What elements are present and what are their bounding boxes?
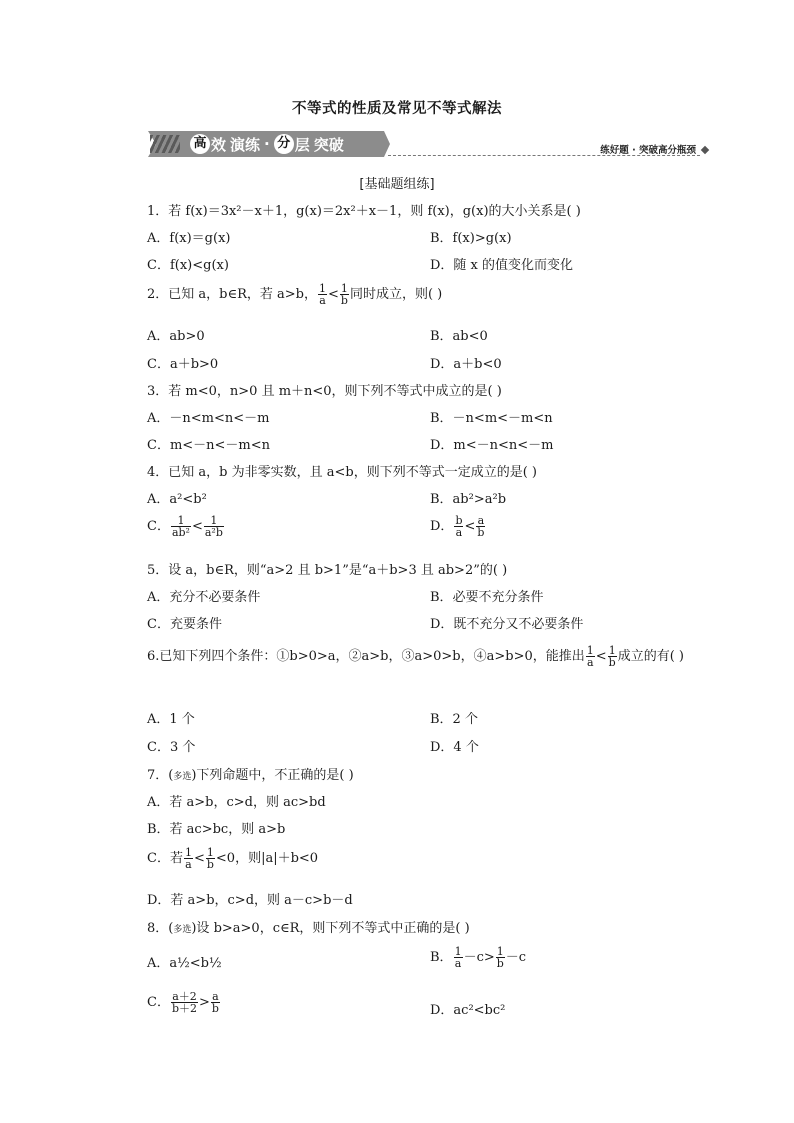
frac-num: a	[212, 990, 219, 1003]
fraction	[184, 847, 193, 870]
q1-option-b: B．f(x)>g(x)	[430, 231, 512, 246]
multi-select-tag: 多选	[173, 925, 192, 935]
q1-option-a: A．f(x)＝g(x)	[147, 231, 231, 246]
frac-den: a	[586, 656, 594, 669]
banner-circle-char: 分	[274, 134, 294, 154]
question-6-stem	[147, 645, 684, 668]
banner-char: 层	[294, 135, 310, 154]
frac-num: 1	[206, 846, 214, 859]
fraction	[454, 946, 463, 969]
frac-den: b	[206, 858, 214, 871]
frac-den: a	[185, 858, 192, 871]
banner-text	[190, 133, 348, 155]
question-7-stem	[147, 764, 354, 783]
multi-select-tag: 多选	[173, 772, 192, 782]
frac-den: a	[455, 526, 463, 539]
frac-den: b	[477, 526, 485, 539]
q4-option-b: B．ab²>a²b	[430, 492, 507, 507]
frac-den: b	[211, 1002, 219, 1015]
q6-fraction-1	[586, 645, 595, 668]
fraction	[171, 515, 191, 538]
option-label: B．	[430, 950, 453, 965]
q7-option-c	[147, 847, 318, 870]
frac-den: b	[608, 656, 616, 669]
option-label: C．	[147, 995, 170, 1010]
q6-stem-part1: 6.已知下列四个条件：①b>0>a，②a>b，③a>0>b，④a>b>0，能推出	[147, 649, 585, 664]
frac-den: a²b	[204, 526, 223, 539]
fraction	[206, 847, 215, 870]
q5-option-a: A．充分不必要条件	[147, 590, 261, 605]
frac-num: 1	[340, 282, 348, 295]
q2-option-a: A．ab>0	[147, 329, 205, 344]
frac-num: a＋2	[172, 990, 197, 1003]
option-label: A．	[147, 956, 170, 971]
option-label: C．	[147, 519, 170, 534]
q7-stem-text: )下列命题中，不正确的是( )	[191, 768, 354, 783]
q2-stem-part1: 2．已知 a，b∈R，若 a>b，	[147, 287, 317, 302]
q7-number: 7．(	[147, 768, 174, 783]
q6-option-b: B．2 个	[430, 712, 478, 727]
banner-word: 演练	[230, 135, 261, 154]
q2-option-b: B．ab<0	[430, 329, 488, 344]
option-label: C．若	[147, 851, 183, 866]
frac-den: a	[454, 957, 462, 970]
frac-num: a	[477, 514, 485, 527]
q8-option-b	[430, 946, 526, 969]
q6-stem-part2: 成立的有( )	[617, 649, 684, 664]
section-banner	[148, 131, 708, 159]
fraction	[454, 515, 463, 538]
q2-fraction-1	[318, 283, 327, 306]
q4-option-d	[430, 515, 486, 538]
fraction	[496, 946, 505, 969]
frac-num: 1	[318, 282, 326, 295]
diamond-icon	[701, 146, 709, 154]
q8-option-c	[147, 991, 221, 1014]
frac-num: 1	[608, 644, 616, 657]
banner-word: 突破	[313, 135, 344, 154]
option-expression: a½<b½	[169, 956, 222, 971]
lt-sign: <	[464, 519, 476, 534]
q7-option-d: D．若 a>b，c>d，则 a－c>b－d	[147, 893, 353, 908]
q3-option-c: C．m<－n<－m<n	[147, 438, 271, 453]
q6-lt: <	[595, 649, 607, 664]
lt-sign: <	[191, 519, 203, 534]
option-label: D．	[430, 519, 454, 534]
q8-option-a	[147, 952, 222, 971]
q7-option-a: A．若 a>b，c>d，则 ac>bd	[147, 795, 326, 810]
gt-sign: >	[199, 995, 210, 1010]
frac-num: 1	[454, 945, 462, 958]
q1-option-d: D．随 x 的值变化而变化	[430, 258, 574, 273]
frac-num: 1	[496, 945, 504, 958]
q6-option-d: D．4 个	[430, 740, 479, 755]
lt-sign: <	[193, 851, 205, 866]
question-5-stem: 5．设 a，b∈R，则“a>2 且 b>1”是“a＋b>3 且 ab>2”的( )	[147, 563, 508, 578]
fraction	[476, 515, 485, 538]
banner-char: 效	[211, 135, 227, 154]
question-2-stem	[147, 283, 442, 306]
option-mid: －c>	[463, 950, 495, 965]
q6-option-c: C．3 个	[147, 740, 196, 755]
section-title: [基础题组练]	[359, 177, 435, 192]
q2-lt: <	[327, 287, 339, 302]
stripes-decoration-icon	[150, 135, 180, 153]
banner-slogan: 练好题 · 突破高分瓶颈	[600, 145, 696, 156]
question-1-stem: 1．若 f(x)＝3x²－x＋1，g(x)＝2x²＋x－1，则 f(x)，g(x)的大小关系是( )	[147, 204, 581, 219]
q5-option-d: D．既不充分又不必要条件	[430, 617, 584, 632]
q3-option-a: A．－n<m<n<－m	[147, 411, 270, 426]
frac-num: 1	[586, 644, 594, 657]
frac-den: b＋2	[171, 1002, 197, 1015]
option-tail: －c	[505, 950, 527, 965]
q8-stem-text: )设 b>a>0，c∈R，则下列不等式中正确的是( )	[191, 921, 470, 936]
q8-option-d: D．ac²<bc²	[430, 1003, 506, 1018]
frac-den: a	[319, 294, 326, 307]
question-3-stem: 3．若 m<0，n>0 且 m＋n<0，则下列不等式中成立的是( )	[147, 384, 502, 399]
frac-den: b	[340, 294, 348, 307]
q2-stem-part2: 同时成立，则( )	[349, 287, 443, 302]
banner-circle-char: 高	[190, 134, 210, 154]
q5-option-c: C．充要条件	[147, 617, 222, 632]
question-8-stem	[147, 917, 470, 936]
q4-option-c	[147, 515, 225, 538]
q7-option-b: B．若 ac>bc，则 a>b	[147, 822, 286, 837]
frac-num: 1	[184, 846, 192, 859]
q1-option-c: C．f(x)<g(x)	[147, 258, 229, 273]
q6-option-a: A．1 个	[147, 712, 195, 727]
q2-option-c: C．a＋b>0	[147, 357, 219, 372]
q2-option-d: D．a＋b<0	[430, 357, 502, 372]
fraction	[204, 515, 224, 538]
frac-num: b	[455, 514, 463, 527]
q2-fraction-2	[340, 283, 349, 306]
page-title: 不等式的性质及常见不等式解法	[292, 101, 502, 117]
question-4-stem: 4．已知 a，b 为非零实数，且 a<b，则下列不等式一定成立的是( )	[147, 465, 537, 480]
option-tail: <0，则|a|＋b<0	[215, 851, 319, 866]
q6-fraction-2	[608, 645, 617, 668]
fraction	[211, 991, 220, 1014]
frac-num: 1	[204, 515, 224, 527]
frac-den: ab²	[171, 526, 190, 539]
q3-option-d: D．m<－n<n<－m	[430, 438, 554, 453]
frac-den: b	[496, 957, 504, 970]
q8-number: 8．(	[147, 921, 174, 936]
q5-option-b: B．必要不充分条件	[430, 590, 544, 605]
fraction	[171, 991, 198, 1014]
banner-dot: ·	[264, 135, 270, 153]
frac-num: 1	[171, 515, 191, 527]
q3-option-b: B．－n<m<－m<n	[430, 411, 553, 426]
q4-option-a: A．a²<b²	[147, 492, 207, 507]
